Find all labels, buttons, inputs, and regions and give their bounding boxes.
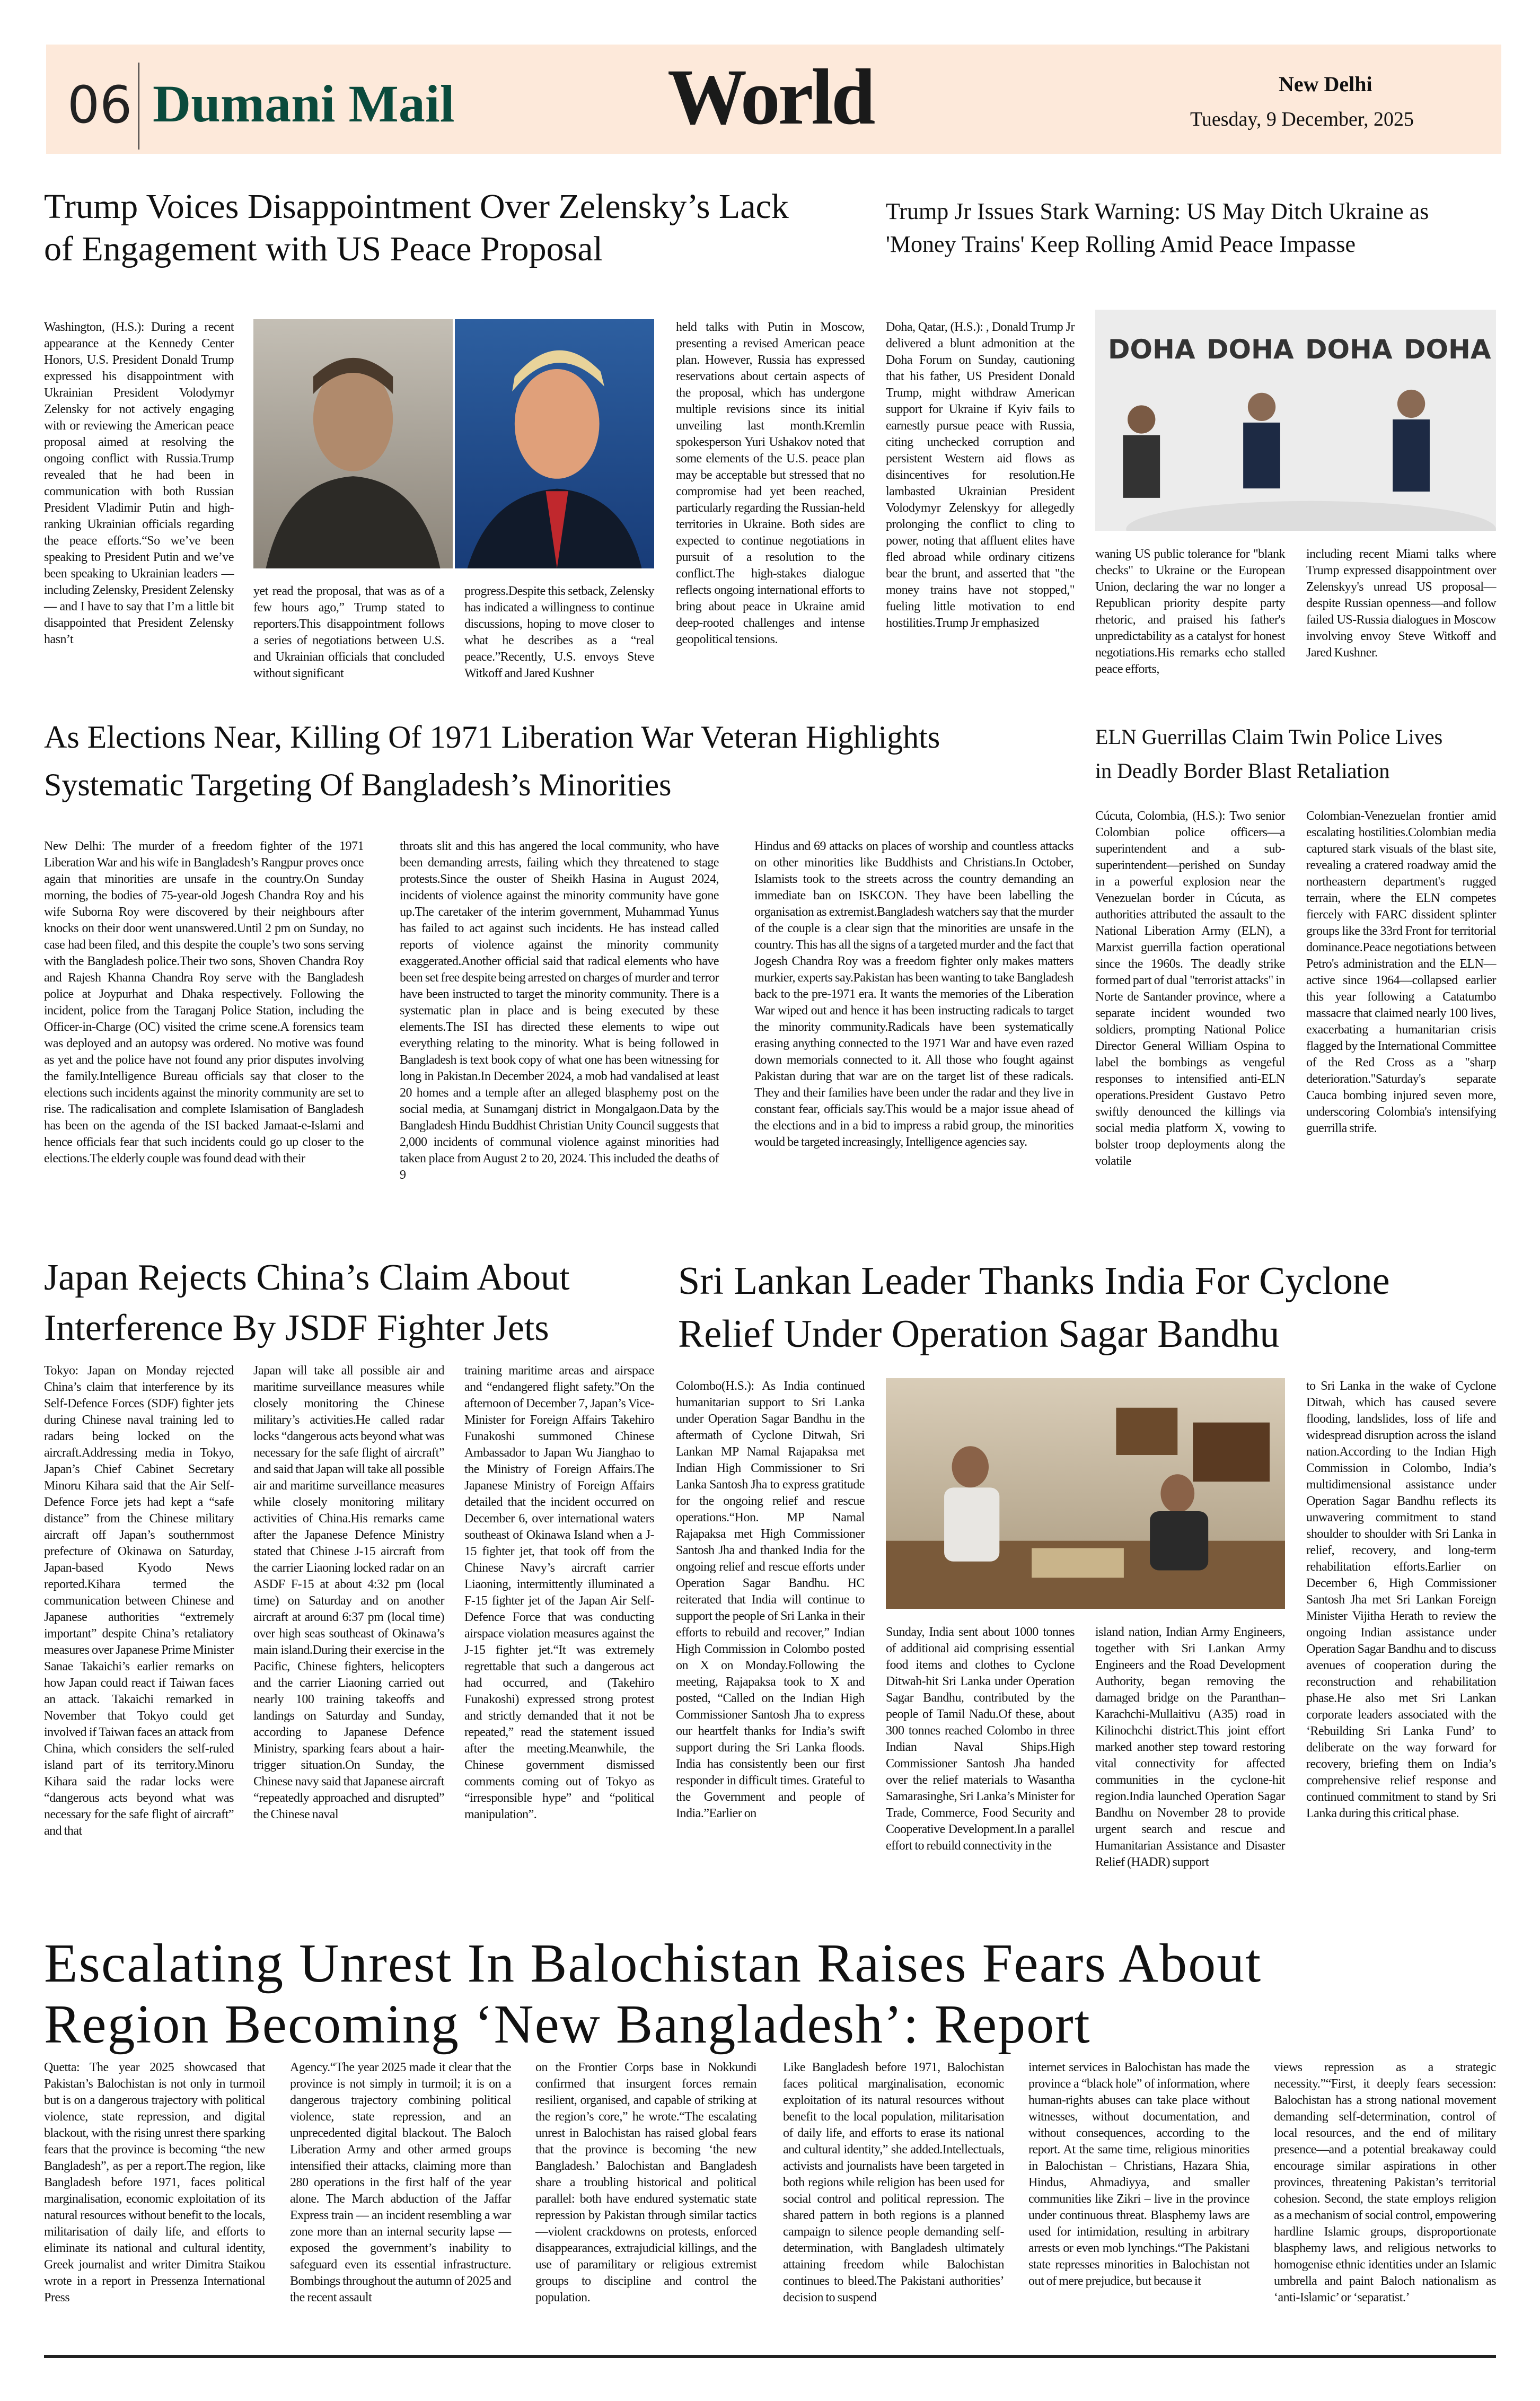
person-silhouette-icon — [253, 319, 453, 568]
headline-bangladesh-minorities — [44, 713, 1073, 809]
brand-name: Dumani Mail — [153, 74, 455, 133]
article-column: Colombian-Venezuelan frontier amid escalating hostilities.Colombian media captured stark visuals of the blast site, revealing a cratered roadway amid the northeastern department's rugged terrain, where the ELN competes fiercely with FARC dissident splinter groups like the 33rd Front for territorial dominance.Peace negotiations between Petro's administration and the ELN—active since 1964—collapsed earlier this year following a Catatumbo massacre that claimed nearly 100 lives, exacerbating a humanitarian crisis flagged by the International Committee of the Red Cross as a "sharp deterioration."Saturday's separate Cauca bombing injured seven more, underscoring Colombia's intensifying guerrilla strife. — [1306, 809, 1496, 1135]
zelensky-photo — [253, 319, 453, 568]
article-column: island nation, Indian Army Engineers, together with Sri Lankan Army Engineers and the Road Development Authority, began removing the damaged bridge on the Paranthan–Karachchi-Mullaitivu (A35) road in Kilinochchi district.This joint effort marked another step toward restoring vital connectivity for affected communities in the cyclone-hit region.India launched Operation Sagar Bandhu on November 28 to provide urgent search and rescue and Humanitarian Assistance and Disaster Relief (HADR) support — [1095, 1625, 1285, 1869]
headline-line: Trump Jr Issues Stark Warning: US May Ditch Ukraine as — [886, 198, 1429, 224]
backdrop-logo: DOHA — [1207, 334, 1294, 365]
headline-trump-zelensky — [44, 186, 865, 270]
article-column: Japan will take all possible air and maritime surveillance measures while closely monitoring the Chinese military’s activities.He called radar locks “dangerous acts beyond what was necessary for the safe flight of aircraft” and said that Japan will take all possible air and maritime surveillance measures while closely monitoring military activities of China.His remarks came after the Japanese Defence Ministry stated that Chinese J-15 aircraft from the carrier Liaoning locked radar on an ASDF F-15 at about 4:32 pm (local time) on Saturday and on another aircraft at around 6:37 pm (local time) over high seas southeast of Okinawa’s main island.During their exercise in the Pacific, Chinese fighters, helicopters and the carrier Liaoning carried out nearly 100 training takeoffs and landings on Saturday and Sunday, according to Japanese Defence Ministry, sparking fears about a hair-trigger situation.On Sunday, the Chinese navy said that Japanese aircraft “repeatedly approached and disrupted” the Chinese naval — [253, 1364, 444, 1821]
person-silhouette-icon — [455, 319, 654, 568]
headline-line: Sri Lankan Leader Thanks India For Cyclone — [678, 1259, 1390, 1303]
headline-line: in Deadly Border Blast Retaliation — [1095, 759, 1390, 783]
article-column: New Delhi: The murder of a freedom fighter of the 1971 Liberation War and his wife in Bangladesh’s Rangpur proves once again that minorities are unsafe in the country.On Sunday morning, the bodies of 75-year-old Jogesh Chandra Roy and his wife Suborna Roy were discovered by their neighbours after knocks on their door went unanswered.Until 2 pm on Sunday, no case had been filed, and this despite the couple’s two sons serving with the Bangladesh police.Their two sons, Shoven Chandra Roy and Rajesh Khanna Chandra Roy serve with the Bangladesh police at Joypurhat and Dhaka respectively. Following the incident, police from the Taraganj Police Station, including the Officer-in-Charge (OC) visited the crime scene.A forensics team was deployed and an autopsy was ordered. No motive was found as yet and the police have not found any prior disputes involving the family.Intelligence Bureau officials say that closer to the elections such incidents against the minority community are set to rise. The radicalisation and complete Islamisation of Bangladesh has been on the agenda of the ISI backed Jamaat-e-Islami and hence officials fear that such incidents could go up closer to the elections.The elderly couple was found dead with their — [44, 839, 364, 1166]
issue-date: Tuesday, 9 December, 2025 — [1190, 108, 1414, 130]
article-column: throats slit and this has angered the local community, who have been demanding arrests, failing which they threatened to stage protests.Since the ouster of Sheikh Hasina in August 2024, incidents of violence against the minority community have gone up.The caretaker of the interim government, Muhammad Yunus has failed to act against such incidents. He has instead called reports of violence against the minority community exaggerated.Another official said that radical elements who have been set free despite being arrested on charges of murder and terror have been instructed to target the minority community. There is a systematic plan in place and is being executed by these elements.The ISI has directed these elements to wipe out everything relating to the minority. What is being followed in Bangladesh is text book copy of what one has been witnessing for long in Pakistan.In December 2024, a mob had vandalised at least 20 homes and a temple after an alleged blasphemy post on the social media, at Sunamganj district in Mongalgaon.Data by the Bangladesh Hindu Buddhist Christian Unity Council suggests that 2,000 incidents of communal violence against minorities had taken place from August 2 to 20, 2024. This included the deaths of 9 — [400, 839, 719, 1182]
article-column: Like Bangladesh before 1971, Balochistan faces political marginalisation, economic exploitation of its natural resources without benefit to the local population, militarisation of daily life, and efforts to erase its national and cultural identity,” she added.Intellectuals, activists and journalists have been targeted in both regions while religion has been used for social control and political repression. The shared pattern in both regions is a planned campaign to silence people demanding self-determination, with Bangladesh ultimately attaining freedom while Balochistan continues to bleed.The Pakistani authorities’ decision to suspend — [783, 2061, 1004, 2304]
headline-line: As Elections Near, Killing Of 1971 Liberation War Veteran Highlights — [44, 720, 940, 755]
headline-line: Systematic Targeting Of Bangladesh’s Minorities — [44, 767, 672, 802]
article-column: to Sri Lanka in the wake of Cyclone Ditwah, which has caused severe flooding, landslides, loss of life and widespread disruption across the island nation.According to the Indian High Commission in Colombo, India’s multidimensional assistance under Operation Sagar Bandhu reflects its unwavering commitment to stand shoulder to shoulder with Sri Lanka in relief, recovery, and long-term rehabilitation efforts.Earlier on December 6, High Commissioner Santosh Jha met Sri Lankan Foreign Minister Vijitha Herath to review the ongoing Indian assistance under Operation Sagar Bandhu and to discuss avenues of cooperation during the reconstruction and rehabilitation phase.He also met Sri Lankan corporate leaders associated with the ‘Rebuilding Sri Lanka Fund’ to deliberate on the way forward for recovery, briefing them on India’s comprehensive relief response and continued commitment to stand by Sri Lanka during this critical phase. — [1306, 1379, 1496, 1820]
headline-line: 'Money Trains' Keep Rolling Amid Peace Impasse — [886, 231, 1356, 257]
panel-speakers-icon — [1095, 310, 1496, 531]
article-column: Sunday, India sent about 1000 tonnes of additional aid comprising essential food items and clothes to Cyclone Ditwah-hit Sri Lanka under Operation Sagar Bandhu, contributed by the people of Tamil Nadu.Of these, about 300 tonnes reached Colombo in three Indian Naval Ships.High Commissioner Santosh Jha handed over the relief materials to Wasantha Samarasinghe, Sri Lanka’s Minister for Trade, Commerce, Food Security and Cooperative Development.In a parallel effort to rebuild connectivity in the — [886, 1625, 1075, 1853]
headline-eln — [1095, 720, 1496, 788]
article-column: Colombo(H.S.): As India continued humanitarian support to Sri Lanka under Operation Sagar Bandhu in the aftermath of Cyclone Ditwah, Sri Lankan MP Namal Rajapaksa met Indian High Commissioner to Sri Lanka Santosh Jha to express gratitude for the ongoing relief and rescue operations.“Hon. MP Namal Rajapaksa met High Commissioner Santosh Jha and thanked India for the ongoing relief and rescue efforts under Operation Sagar Bandhu. HC reiterated that India will continue to support the people of Sri Lanka in their efforts to rebuild and recover,” Indian High Commission in Colombo posted on X on Monday.Following the meeting, Rajapaksa took to X and posted, “Called on the Indian High Commissioner Santosh Jha to express our heartfelt thanks for India’s swift support during the Sri Lanka floods. India has consistently been our first responder in difficult times. Grateful to the Government and people of India.”Earlier on — [676, 1379, 865, 1820]
backdrop-logo: DOHA — [1108, 334, 1195, 365]
headline-trump-jr — [886, 195, 1496, 261]
article-column: Cúcuta, Colombia, (H.S.): Two senior Colombian police officers—a superintendent and a sub-superintendent—perished on Sunday in a powerful explosion near the Venezuelan border in Cúcuta, as authorities attributed the assault to the National Liberation Army (ELN), a Marxist guerrilla faction operational since the 1960s. The deadly strike formed part of dual "terrorist attacks" in Norte de Santander province, where a separate incident wounded two soldiers, prompting National Police Director General William Ospina to label the bombings as vengeful responses to intensified anti-ELN operations.President Gustavo Petro swiftly denounced the killings via social media platform X, vowing to bolster troop deployments along the volatile — [1095, 809, 1285, 1168]
article-column: Tokyo: Japan on Monday rejected China’s claim that interference by its Self-Defence Forces (SDF) fighter jets during Chinese naval training led to radars being locked on the aircraft.Addressing media in Tokyo, Japan’s Chief Cabinet Secretary Minoru Kihara said that the Air Self-Defence Force jets had kept a “safe distance” from the Chinese military aircraft off Japan’s southernmost prefecture of Okinawa on Saturday, Japan-based Kyodo News reported.Kihara termed the communication between Chinese and Japanese authorities “extremely important” despite China’s retaliatory measures over Japanese Prime Minister Sanae Takaichi’s earlier remarks on how Japan could react if Taiwan faces an attack. Takaichi remarked in November that Tokyo could get involved if Taiwan faces an attack from China, which considers the self-ruled island part of its territory.Minoru Kihara said the radar locks were “dangerous acts beyond what was necessary for the safe flight of aircraft” and that — [44, 1364, 234, 1838]
article-column: Hindus and 69 attacks on places of worship and countless attacks on other minorities like Buddhists and Christians.In October, Islamists took to the streets across the country demanding an immediate ban on ISKCON. They have been labelling the organisation as extremist.Bangladesh watchers say that the murder of the couple is a clear sign that the minorities are unsafe in the country. This has all the signs of a targeted murder and the fact that Jogesh Chandra Roy was a freedom fighter only makes matters murkier, experts say.Pakistan has been wanting to take Bangladesh back to the pre-1971 era. It wants the memories of the Liberation War wiped out and hence it has been instructing radicals to target the minority community.Radicals have been systematically erasing anything connected to the 1971 War and have even razed down memorials connected to it. All those who fought against Pakistan during that war are on the target list of these radicals. They and their families have been under the radar and they live in constant fear, officials say.This would be a major issue ahead of the elections and in a bid to impress a rabid group, the minorities would be targeted increasingly, Intelligence agencies say. — [754, 839, 1073, 1149]
article-column: Agency.“The year 2025 made it clear that the province is not simply in turmoil; it is on a dangerous trajectory combining political violence, state repression, and an unprecedented digital blackout. The Baloch Liberation Army and other armed groups intensified their attacks, claiming more than 280 operations in the first half of the year alone. The March abduction of the Jaffar Express train — an incident resembling a war zone more than an internal security lapse — exposed the government’s inability to safeguard even its essential infrastructure. Bombings throughout the autumn of 2025 and the recent assault — [290, 2061, 511, 2304]
masthead — [46, 45, 1501, 154]
article-column: Quetta: The year 2025 showcased that Pakistan’s Balochistan is not only in turmoil but is on a dangerous trajectory with political violence, state repression, and digital blackout, with the rising unrest there sparking fears that the province is becoming “the new Bangladesh”, as per a report.The region, like Bangladesh before 1971, faces political marginalisation, economic exploitation of its natural resources without benefit to the locals, militarisation of daily life, and efforts to eliminate its national and cultural identity, Greek journalist and writer Dimitra Staikou wrote in a report in Pressenza International Press — [44, 2061, 265, 2304]
article-column: waning US public tolerance for "blank checks" to Ukraine or the European Union, declaring the war no longer a Republican priority despite party rhetoric, and praised his father's unpredictability as a catalyst for honest negotiations.His remarks echo stalled peace efforts, — [1095, 547, 1285, 676]
backdrop-logo: DOHA — [1404, 334, 1491, 365]
headline-line: Escalating Unrest In Balochistan Raises Fears About — [44, 1933, 1262, 1994]
headline-japan-china — [44, 1252, 654, 1353]
headline-balochistan — [44, 1933, 1496, 2055]
headline-line: Trump Voices Disappointment Over Zelensky’s Lack — [44, 187, 789, 226]
article-column: views repression as a strategic necessity.”“First, it deeply fears secession: Balochistan has a strong national movement demanding self-determination, control of local resources, and the end of military presence—and a potential breakaway could encourage similar aspirations in other provinces, threatening Pakistan’s territorial cohesion. Second, the state employs religion as a mechanism of social control, empowering hardline Islamic groups, disproportionate blasphemy laws, and religious networks to homogenise ethnic identities under an Islamic umbrella and paint Baloch nationalism as ‘anti-Islamic’ or ‘separatist.’ — [1274, 2061, 1496, 2304]
headline-line: Interference By JSDF Fighter Jets — [44, 1308, 549, 1348]
article-column: yet read the proposal, that was as of a few hours ago,” Trump stated to reporters.This disappointment follows a series of negotiations between U.S. and Ukrainian officials that concluded without significant — [253, 584, 444, 680]
meeting-scene-icon — [886, 1378, 1285, 1609]
article-column: internet services in Balochistan has made the province a “black hole” of information, where human-rights abuses can take place without witnesses, without documentation, and without consequences, according to the report. At the same time, religious minorities in Balochistan – Christians, Hazara Shia, Hindus, Ahmadiyya, and smaller communities like Zikri – live in the province under continuous threat. Blasphemy laws are used for intimidation, resulting in arbitrary arrests or even mob lynchings.“The Pakistani state represses minorities in Balochistan not out of mere prejudice, but because it — [1028, 2061, 1249, 2288]
article-column: progress.Despite this setback, Zelensky has indicated a willingness to continue discussions, hoping to move closer to what he describes as a “real peace.”Recently, U.S. envoys Steve Witkoff and Jared Kushner — [464, 584, 654, 680]
bottom-rule — [44, 2355, 1496, 2358]
article-column: including recent Miami talks where Trump expressed disappointment over Zelenskyy's unread US proposal—despite Russian openness—and follow failed US-Russia dialogues in Moscow involving envoy Steve Witkoff and Jared Kushner. — [1306, 547, 1496, 660]
article-column: on the Frontier Corps base in Nokkundi confirmed that insurgent forces remain resilient, organised, and capable of striking at the region’s core,” he wrote.“The escalating unrest in Balochistan has raised global fears that the province is becoming ‘the new Bangladesh.’ Balochistan and Bangladesh share a troubling historical and political parallel: both have endured systematic state repression by Pakistan through similar tactics—violent crackdowns on protests, enforced disappearances, extrajudicial killings, and the use of paramilitary or religious extremist groups to discipline and control the population. — [535, 2061, 756, 2304]
article-column: Doha, Qatar, (H.S.): , Donald Trump Jr delivered a blunt admonition at the Doha Forum on Sunday, cautioning that his father, US President Donald Trump, might withdraw American support for Ukraine if Kyiv fails to earnestly pursue peace with Russia, citing unchecked corruption and persistent Western aid flows as disincentives for resolution.He lambasted Ukrainian President Volodymyr Zelenskyy for allegedly prolonging the conflict to cling to power, noting that affluent elites have fled abroad while ordinary citizens bear the brunt, and asserted that "the money trains have not stopped," fueling little motivation to end hostilities.Trump Jr emphasized — [886, 320, 1075, 630]
article-column: training maritime areas and airspace and “endangered flight safety.”On the afternoon of December 7, Japan’s Vice-Minister for Foreign Affairs Takehiro Funakoshi summoned Chinese Ambassador to Japan Wu Jianghao to the Ministry of Foreign Affairs.The Japanese Ministry of Foreign Affairs detailed that the incident occurred on December 6, over international waters southeast of Okinawa Island when a J-15 fighter jet, that took off from the Chinese Navy’s aircraft carrier Liaoning, intermittently illuminated a F-15 fighter jet of the Japan Air Self-Defence Force that was conducting airspace violation measures against the J-15 fighter jet.“It was extremely regrettable that such a dangerous act had occurred, and (Takehiro Funakoshi) expressed strong protest and strictly demanded that it not be repeated,” read the statement issued after the meeting.Meanwhile, the Chinese government dismissed comments coming out of Tokyo as “irresponsible hype” and “political manipulation”. — [464, 1364, 654, 1821]
doha-forum-photo — [1095, 310, 1496, 531]
dateline-city: New Delhi — [1279, 72, 1372, 96]
backdrop-logo: DOHA — [1305, 334, 1393, 365]
headline-line: of Engagement with US Peace Proposal — [44, 230, 603, 268]
headline-line: Japan Rejects China’s Claim About — [44, 1257, 570, 1298]
trump-photo — [455, 319, 654, 568]
section-title: World — [667, 53, 874, 141]
article-column: held talks with Putin in Moscow, presenting a revised American peace plan. However, Russia has expressed reservations about certain aspects of the proposal, which has undergone multiple revisions since its initial unveiling last month.Kremlin spokesperson Yuri Ushakov noted that some elements of the U.S. peace plan may be acceptable but stressed that no compromise had yet been reached, particularly regarding the Russian-held territories in Ukraine. Both sides are expected to continue negotiations in pursuit of a resolution to the conflict.The high-stakes dialogue reflects ongoing international efforts to bring about peace in Ukraine amid deep-rooted challenges and intense geopolitical tensions. — [676, 320, 865, 646]
headline-line: ELN Guerrillas Claim Twin Police Lives — [1095, 725, 1443, 749]
article-column: Washington, (H.S.): During a recent appearance at the Kennedy Center Honors, U.S. President Donald Trump expressed his disappointment with Ukrainian President Volodymyr Zelensky for not actively engaging with or reviewing the American peace proposal aimed at resolving the ongoing conflict with Russia.Trump revealed that he had been in communication with both Russian President Vladimir Putin and high-ranking Ukrainian officials regarding the peace efforts.“So we’ve been speaking to President Putin and we’ve been speaking to Ukrainian leaders — including Zelensky, President Zelensky — and I have to say that I’m a little bit disappointed that President Zelensky hasn’t — [44, 320, 234, 646]
headline-line: Region Becoming ‘New Bangladesh’: Report — [44, 1994, 1091, 2055]
meeting-photo — [886, 1378, 1285, 1609]
headline-line: Relief Under Operation Sagar Bandhu — [678, 1312, 1280, 1356]
masthead-divider — [138, 63, 139, 150]
headline-sri-lanka — [678, 1255, 1496, 1361]
page-number: 06 — [67, 75, 133, 135]
